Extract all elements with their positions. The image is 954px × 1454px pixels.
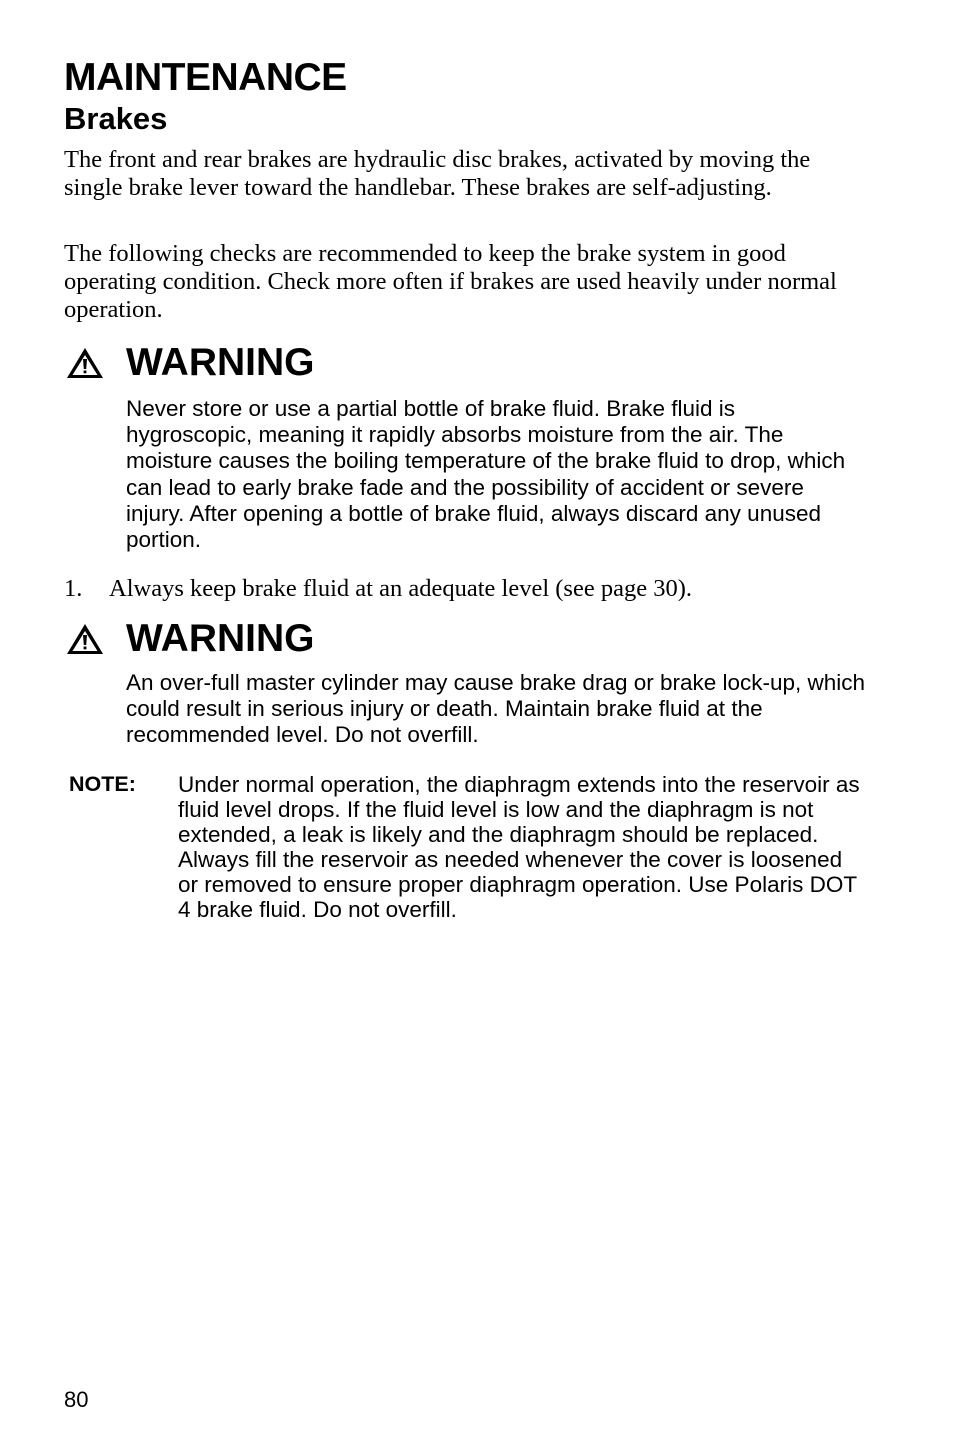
warning-box-1 bbox=[64, 338, 864, 553]
page-number: 80 bbox=[64, 1387, 89, 1412]
warning-header bbox=[64, 338, 864, 388]
warning-text: An over-full master cylinder may cause brake drag or brake lock-up, which could result in serious injury or death. Maintain brake fluid at the recommended level. Do not overfill. bbox=[126, 670, 866, 748]
warning-triangle-icon bbox=[66, 347, 104, 379]
section-title: MAINTENANCE bbox=[64, 56, 347, 99]
list-item-number: 1. bbox=[64, 575, 83, 602]
warning-header bbox=[64, 614, 864, 664]
intro-paragraph-1: The front and rear brakes are hydraulic disc brakes, activated by moving the single brake lever toward the handlebar. These brakes are self-adjusting. bbox=[64, 146, 811, 201]
note-label: NOTE: bbox=[69, 772, 136, 796]
note-text: Under normal operation, the diaphragm extends into the reservoir as fluid level drops. If the fluid level is low and the diaphragm is not extended, a leak is likely and the diaphragm should be replaced. Always fill the reservoir as needed whenever the cover is loosened or removed to ensure proper diaphragm operation. Use Polaris DOT 4 brake fluid. Do not overfill. bbox=[178, 772, 860, 922]
subsection-title: Brakes bbox=[64, 101, 168, 136]
manual-page bbox=[64, 0, 864, 1454]
warning-box-2 bbox=[64, 614, 866, 748]
warning-label: WARNING bbox=[126, 341, 315, 384]
warning-label: WARNING bbox=[126, 617, 315, 660]
intro-paragraph-2: The following checks are recommended to keep the brake system in good operating condition. Check more often if brakes are used heavily under normal operation. bbox=[64, 240, 837, 323]
warning-text: Never store or use a partial bottle of brake fluid. Brake fluid is hygroscopic, meaning it rapidly absorbs moisture from the air. The moisture causes the boiling temperature of the brake fluid to drop, which can lead to early brake fade and the possibility of accident or severe injury. After opening a bottle of brake fluid, always discard any unused portion. bbox=[126, 396, 846, 553]
warning-triangle-icon bbox=[66, 623, 104, 655]
list-item-text: Always keep brake fluid at an adequate level (see page 30). bbox=[109, 575, 692, 602]
